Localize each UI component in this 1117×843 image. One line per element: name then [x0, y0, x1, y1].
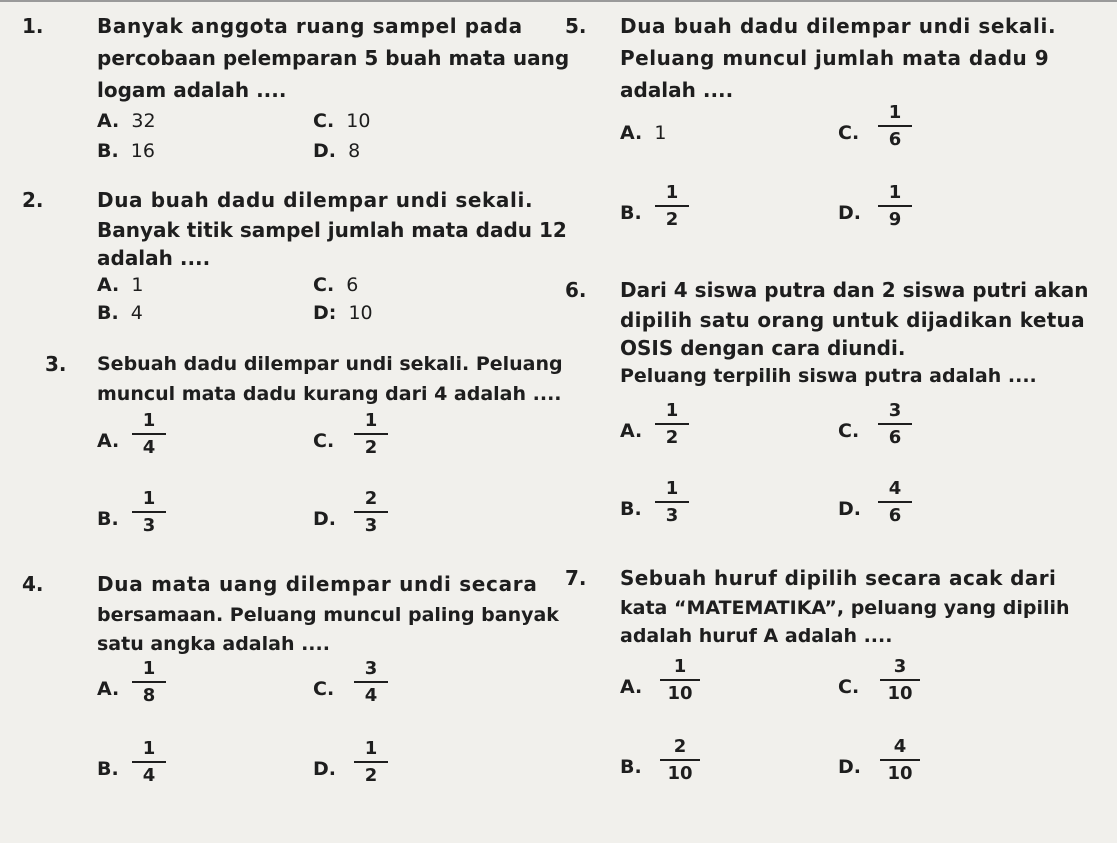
- numerator: 3: [888, 400, 902, 421]
- fraction-bar: [660, 759, 700, 761]
- option-letter: D.: [313, 140, 336, 162]
- option-d-letter: D.: [838, 498, 861, 520]
- fraction-bar: [880, 759, 920, 761]
- denominator: 4: [142, 765, 156, 786]
- option-c-fraction: [354, 410, 388, 459]
- option-d-letter: D.: [838, 202, 861, 224]
- fraction-bar: [132, 511, 166, 513]
- numerator: 1: [364, 738, 378, 759]
- option-c-letter: C.: [838, 122, 860, 144]
- question-text-line: muncul mata dadu kurang dari 4 adalah ....: [97, 383, 562, 405]
- fraction-bar: [878, 125, 912, 127]
- denominator: 10: [887, 763, 913, 784]
- numerator: 1: [888, 182, 902, 203]
- numerator: 1: [673, 656, 687, 677]
- option-a: [620, 122, 666, 144]
- question-text-line: adalah ....: [97, 246, 211, 270]
- denominator: 6: [888, 129, 902, 150]
- fraction-bar: [878, 423, 912, 425]
- question-text-line: OSIS dengan cara diundi.: [620, 336, 906, 360]
- denominator: 3: [364, 515, 378, 536]
- option-a-letter: A.: [620, 676, 643, 698]
- denominator: 10: [667, 683, 693, 704]
- option-b-fraction: [132, 488, 166, 537]
- numerator: 1: [142, 410, 156, 431]
- denominator: 2: [665, 209, 679, 230]
- denominator: 3: [665, 505, 679, 526]
- denominator: 10: [887, 683, 913, 704]
- option-b-letter: B.: [97, 758, 119, 780]
- denominator: 2: [364, 437, 378, 458]
- option-c-letter: C.: [838, 676, 860, 698]
- question-text-line: adalah huruf A adalah ....: [620, 625, 893, 647]
- question-text-line: Sebuah huruf dipilih secara acak dari: [620, 566, 1057, 590]
- option-letter: D:: [313, 302, 337, 324]
- option-d-letter: D.: [313, 508, 336, 530]
- denominator: 2: [364, 765, 378, 786]
- fraction-bar: [880, 679, 920, 681]
- option-d-letter: D.: [838, 756, 861, 778]
- question-number: 1.: [22, 14, 44, 38]
- option-letter: B.: [97, 140, 119, 162]
- option-c-fraction: [878, 102, 912, 151]
- fraction-bar: [655, 205, 689, 207]
- option-a-letter: A.: [97, 430, 120, 452]
- question-text-line: bersamaan. Peluang muncul paling banyak: [97, 604, 559, 626]
- option-d: [313, 302, 373, 324]
- option-letter: A.: [97, 110, 120, 132]
- question-number: 6.: [565, 278, 587, 302]
- option-b: [97, 302, 143, 324]
- option-letter: B.: [97, 302, 119, 324]
- option-value: 10: [348, 302, 373, 324]
- numerator: 1: [665, 478, 679, 499]
- option-c-fraction: [354, 658, 388, 707]
- option-d-fraction: [880, 736, 920, 785]
- question-text-line: Dua buah dadu dilempar undi sekali.: [620, 14, 1057, 38]
- question-text-line: Peluang muncul jumlah mata dadu 9: [620, 46, 1050, 70]
- option-c-letter: C.: [838, 420, 860, 442]
- option-d-fraction: [878, 478, 912, 527]
- denominator: 2: [665, 427, 679, 448]
- fraction-bar: [132, 681, 166, 683]
- question-text-line: dipilih satu orang untuk dijadikan ketua: [620, 308, 1085, 332]
- option-c: [313, 274, 358, 296]
- option-b-letter: B.: [97, 508, 119, 530]
- numerator: 2: [673, 736, 687, 757]
- option-d-fraction: [354, 488, 388, 537]
- denominator: 8: [142, 685, 156, 706]
- numerator: 1: [142, 658, 156, 679]
- question-text-line: satu angka adalah ....: [97, 633, 330, 655]
- option-c-fraction: [880, 656, 920, 705]
- numerator: 1: [142, 738, 156, 759]
- option-value: 10: [346, 110, 371, 132]
- numerator: 1: [665, 182, 679, 203]
- option-a-letter: A.: [97, 678, 120, 700]
- option-c-fraction: [878, 400, 912, 449]
- fraction-bar: [878, 501, 912, 503]
- numerator: 3: [893, 656, 907, 677]
- option-d-fraction: [878, 182, 912, 231]
- numerator: 3: [364, 658, 378, 679]
- option-letter: C.: [313, 110, 335, 132]
- option-value: 8: [348, 140, 361, 162]
- denominator: 4: [364, 685, 378, 706]
- fraction-bar: [354, 681, 388, 683]
- option-value: 32: [131, 110, 156, 132]
- question-text-line: Sebuah dadu dilempar undi sekali. Peluang: [97, 353, 563, 375]
- fraction-bar: [354, 433, 388, 435]
- option-value: 16: [130, 140, 155, 162]
- option-value: 4: [130, 302, 143, 324]
- option-b-fraction: [660, 736, 700, 785]
- option-a-letter: A.: [620, 420, 643, 442]
- question-text-line: logam adalah ....: [97, 78, 287, 102]
- fraction-bar: [354, 761, 388, 763]
- option-b-fraction: [655, 182, 689, 231]
- option-value: 6: [346, 274, 359, 296]
- numerator: 1: [364, 410, 378, 431]
- question-text-line: kata “MATEMATIKA”, peluang yang dipilih: [620, 597, 1070, 619]
- question-number: 4.: [22, 572, 44, 596]
- option-b-letter: B.: [620, 202, 642, 224]
- option-a-fraction: [660, 656, 700, 705]
- question-text-line: adalah ....: [620, 78, 734, 102]
- denominator: 9: [888, 209, 902, 230]
- option-d-letter: D.: [313, 758, 336, 780]
- numerator: 1: [142, 488, 156, 509]
- option-b-fraction: [132, 738, 166, 787]
- option-a: [97, 110, 156, 132]
- page-top-edge: [0, 0, 1117, 2]
- option-b-letter: B.: [620, 756, 642, 778]
- option-c-letter: C.: [313, 430, 335, 452]
- numerator: 1: [665, 400, 679, 421]
- option-letter: C.: [313, 274, 335, 296]
- option-a-fraction: [132, 410, 166, 459]
- denominator: 3: [142, 515, 156, 536]
- question-number: 7.: [565, 566, 587, 590]
- question-text-line: Dari 4 siswa putra dan 2 siswa putri akan: [620, 278, 1089, 302]
- option-letter: A.: [97, 274, 120, 296]
- question-text-line: Banyak anggota ruang sampel pada: [97, 14, 523, 38]
- numerator: 2: [364, 488, 378, 509]
- question-number: 2.: [22, 188, 44, 212]
- option-value: 1: [654, 122, 667, 144]
- question-text-line: Peluang terpilih siswa putra adalah ....: [620, 365, 1037, 387]
- option-d: [313, 140, 360, 162]
- option-value: 1: [131, 274, 144, 296]
- question-text-line: percobaan pelemparan 5 buah mata uang: [97, 46, 570, 70]
- option-a: [97, 274, 143, 296]
- fraction-bar: [660, 679, 700, 681]
- denominator: 4: [142, 437, 156, 458]
- option-a-fraction: [132, 658, 166, 707]
- option-c: [313, 110, 370, 132]
- numerator: 4: [893, 736, 907, 757]
- option-c-letter: C.: [313, 678, 335, 700]
- option-b-letter: B.: [620, 498, 642, 520]
- numerator: 1: [888, 102, 902, 123]
- question-number: 3.: [45, 352, 67, 376]
- question-text-line: Banyak titik sampel jumlah mata dadu 12: [97, 218, 567, 242]
- option-a-fraction: [655, 400, 689, 449]
- option-letter: A.: [620, 122, 643, 144]
- fraction-bar: [132, 433, 166, 435]
- fraction-bar: [655, 423, 689, 425]
- question-text-line: Dua mata uang dilempar undi secara: [97, 572, 538, 596]
- fraction-bar: [655, 501, 689, 503]
- option-b-fraction: [655, 478, 689, 527]
- fraction-bar: [354, 511, 388, 513]
- denominator: 6: [888, 427, 902, 448]
- denominator: 10: [667, 763, 693, 784]
- question-text-line: Dua buah dadu dilempar undi sekali.: [97, 188, 534, 212]
- option-b: [97, 140, 155, 162]
- question-number: 5.: [565, 14, 587, 38]
- numerator: 4: [888, 478, 902, 499]
- denominator: 6: [888, 505, 902, 526]
- option-d-fraction: [354, 738, 388, 787]
- fraction-bar: [132, 761, 166, 763]
- fraction-bar: [878, 205, 912, 207]
